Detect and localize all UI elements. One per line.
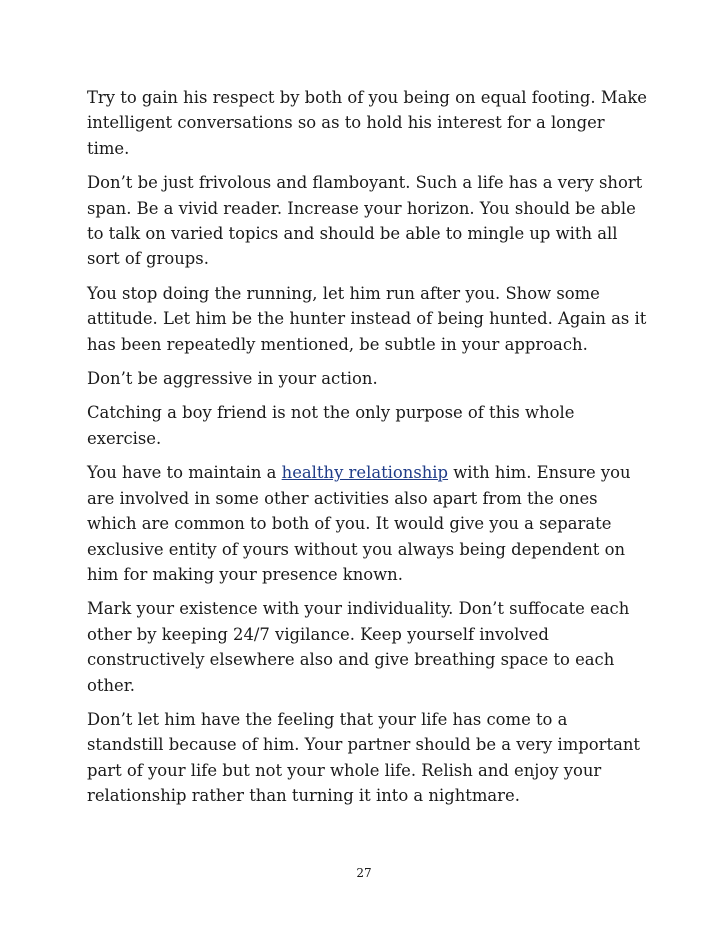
healthy-relationship-link[interactable]: healthy relationship	[281, 463, 449, 483]
link-paragraph-after: with him. Ensure you are involved in some other activities also apart from the ones which are common to both of you. It would give you a separate exclusive entity of yours without you always being dependent on him for making your presence known.	[87, 463, 631, 584]
page-number: 27	[356, 866, 372, 880]
paragraph-running: You stop doing the running, let him run after you. Show some attitude. Let him be the hunter instead of being hunted. Again as it has been repeatedly mentioned, be subtle in your approach.	[87, 283, 647, 354]
link-paragraph-before: You have to maintain a	[87, 463, 282, 483]
paragraph-individuality: Mark your existence with your individuality. Don’t suffocate each other by keeping 24/7 vigilance. Keep yourself involved constructively elsewhere also and give breathing space to each other.	[87, 599, 630, 695]
paragraph-standstill: Don’t let him have the feeling that your life has come to a standstill because of him. Your partner should be a very important part of your life but not your whole life. Relish and enjoy your relationship rather than turning it into a nightmare.	[87, 709, 640, 806]
paragraph-frivolous: Don’t be just frivolous and flamboyant. Such a life has a very short span. Be a vivid reader. Increase your horizon. You should be able to talk on varied topics and should be able to mingle up with all sort of groups.	[87, 173, 643, 269]
paragraph-aggressive: Don’t be aggressive in your action.	[87, 369, 378, 389]
paragraph-purpose: Catching a boy friend is not the only purpose of this whole exercise.	[87, 403, 575, 448]
paragraph-respect: Try to gain his respect by both of you being on equal footing. Make intelligent conversations so as to hold his interest for a longer time.	[87, 88, 648, 158]
paragraph-relationship	[87, 460, 647, 587]
body-text	[87, 85, 647, 818]
